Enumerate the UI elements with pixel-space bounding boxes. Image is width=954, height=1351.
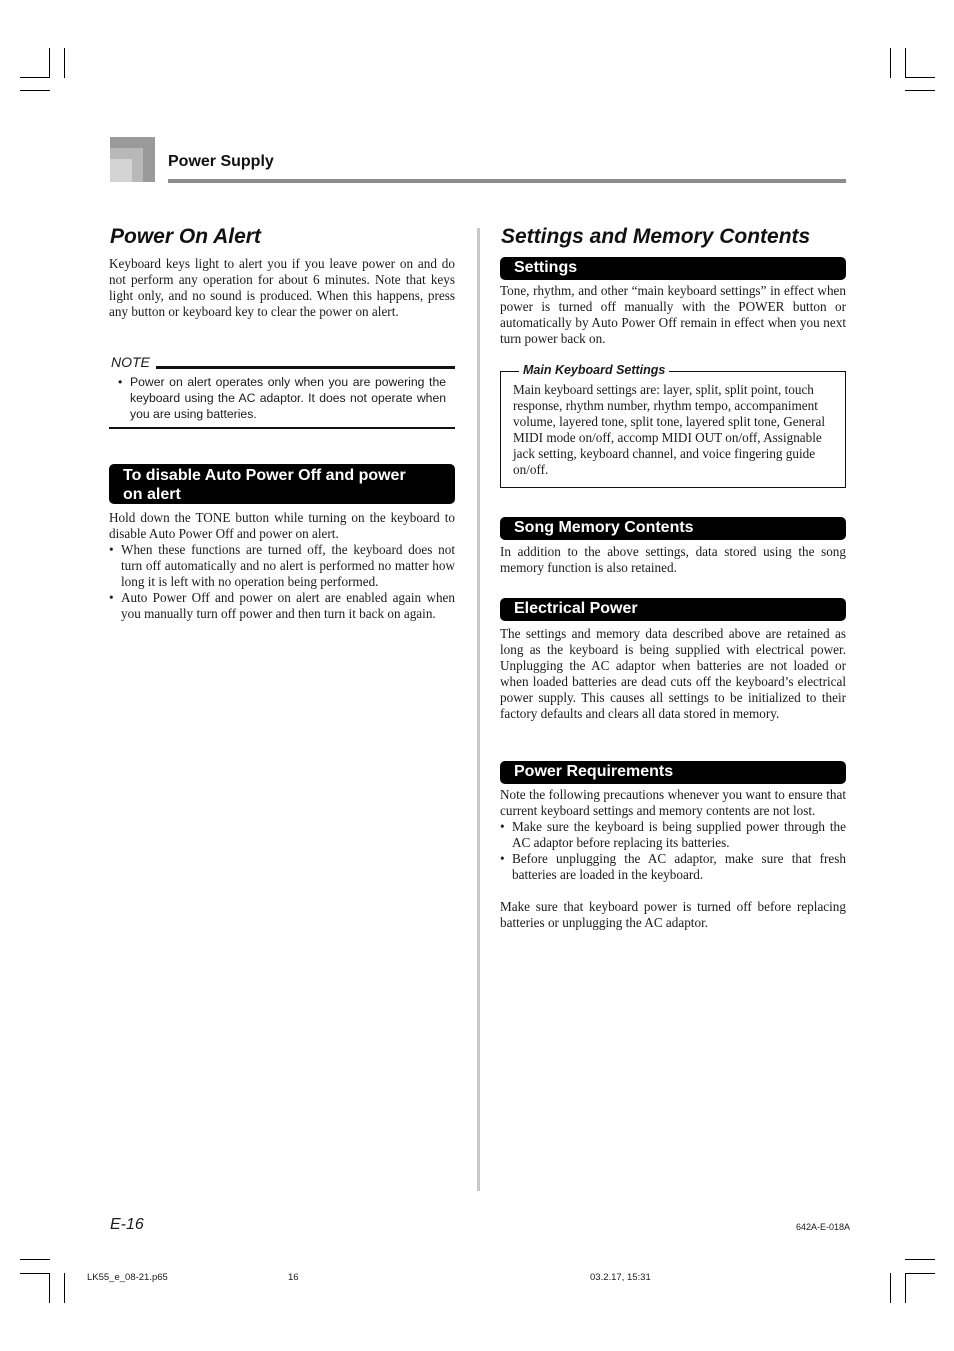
crop-mark <box>20 90 50 91</box>
main-keyboard-settings-body: Main keyboard settings are: layer, split, split point, touch response, rhythm number, rhythm tempo, accompaniment volume, layered tone, split tone, layered split tone, General MIDI mode on/off, accomp MIDI OUT on/off, Assignable jack setting, keyboard channel, and voice fingering guide on/off. <box>513 382 826 477</box>
note-rule-bottom <box>109 427 455 429</box>
section-title: Power Supply <box>168 153 274 170</box>
print-page: 16 <box>288 1272 299 1283</box>
power-requirements-body <box>500 787 846 931</box>
crop-mark <box>49 48 50 78</box>
paragraph: Hold down the TONE button while turning on the keyboard to disable Auto Power Off and power on alert. <box>109 510 455 541</box>
crop-mark <box>905 1273 935 1274</box>
main-keyboard-settings-title: Main Keyboard Settings <box>519 363 669 377</box>
list-item-text: Make sure the keyboard is being supplied power through the AC adaptor before replacing its batteries. <box>512 819 846 850</box>
heading-line: To disable Auto Power Off and power <box>123 467 406 484</box>
crop-mark <box>905 48 906 78</box>
document-code: 642A-E-018A <box>796 1222 851 1232</box>
crop-mark <box>20 77 50 78</box>
crop-mark <box>890 48 891 78</box>
header-rule <box>168 179 846 183</box>
note-label: NOTE <box>111 354 150 370</box>
crop-mark <box>49 1273 50 1303</box>
crop-mark <box>905 77 935 78</box>
settings-heading: Settings <box>500 257 846 280</box>
note-body <box>118 374 446 422</box>
list-item-text: Before unplugging the AC adaptor, make sure that fresh batteries are loaded in the keyboard. <box>512 851 846 882</box>
header-ornament <box>110 159 132 182</box>
list-item <box>109 542 455 590</box>
settings-memory-heading: Settings and Memory Contents <box>501 225 811 248</box>
note-rule-top <box>156 366 455 369</box>
list-item <box>500 819 846 851</box>
song-memory-heading: Song Memory Contents <box>500 517 846 540</box>
list-item <box>500 851 846 883</box>
bullet: • <box>500 851 505 866</box>
song-memory-body: In addition to the above settings, data stored using the song memory function is also retained. <box>500 544 846 575</box>
note-text: Power on alert operates only when you are powering the keyboard using the AC adaptor. It does not operate when you are using batteries. <box>130 375 446 421</box>
paragraph: Note the following precautions whenever you want to ensure that current keyboard settings and memory contents are not lost. <box>500 787 846 818</box>
power-on-alert-intro: Keyboard keys light to alert you if you leave power on and do not perform any operation for about 6 minutes. Note that keys light only, and no sound is produced. When this happens, press any button or keyboard key to clear the power on alert. <box>109 256 455 319</box>
crop-mark <box>905 90 935 91</box>
list-item-text: When these functions are turned off, the keyboard does not turn off automatically and no alert is performed no matter how long it is left with no operation being performed. <box>121 542 455 589</box>
bullet: • <box>109 542 114 557</box>
disable-auto-power-off-body <box>109 510 455 622</box>
crop-mark <box>20 1259 50 1260</box>
crop-mark <box>20 1273 50 1274</box>
power-on-alert-heading: Power On Alert <box>110 225 261 248</box>
crop-mark <box>890 1273 891 1303</box>
page-number: E-16 <box>110 1216 144 1233</box>
crop-mark <box>64 1273 65 1303</box>
bullet: • <box>118 375 123 389</box>
heading-line: on alert <box>123 486 181 503</box>
settings-body: Tone, rhythm, and other “main keyboard settings” in effect when power is turned off manually with the POWER button or automatically by Auto Power Off remain in effect when you next turn power back on. <box>500 283 846 346</box>
list-item-text: Auto Power Off and power on alert are enabled again when you manually turn off power and then turn it back on again. <box>121 590 455 621</box>
list-item <box>109 590 455 622</box>
crop-mark <box>905 1259 935 1260</box>
spacer <box>500 883 846 899</box>
crop-mark <box>64 48 65 78</box>
column-divider <box>477 228 480 1191</box>
disable-auto-power-off-heading <box>109 464 455 504</box>
print-date: 03.2.17, 15:31 <box>590 1272 651 1283</box>
power-requirements-heading: Power Requirements <box>500 761 846 784</box>
bullet: • <box>109 590 114 605</box>
paragraph: Make sure that keyboard power is turned off before replacing batteries or unplugging the AC adaptor. <box>500 899 846 930</box>
bullet: • <box>500 819 505 834</box>
electrical-power-heading: Electrical Power <box>500 598 846 621</box>
file-name: LK55_e_08-21.p65 <box>87 1272 168 1283</box>
crop-mark <box>905 1273 906 1303</box>
electrical-power-body: The settings and memory data described above are retained as long as the keyboard is being supplied with electrical power. Unplugging the AC adaptor when batteries are not loaded or when loaded batteries are dead cuts off the keyboard’s electrical power supply. This causes all settings to be initialized to their factory defaults and clears all data stored in memory. <box>500 626 846 721</box>
